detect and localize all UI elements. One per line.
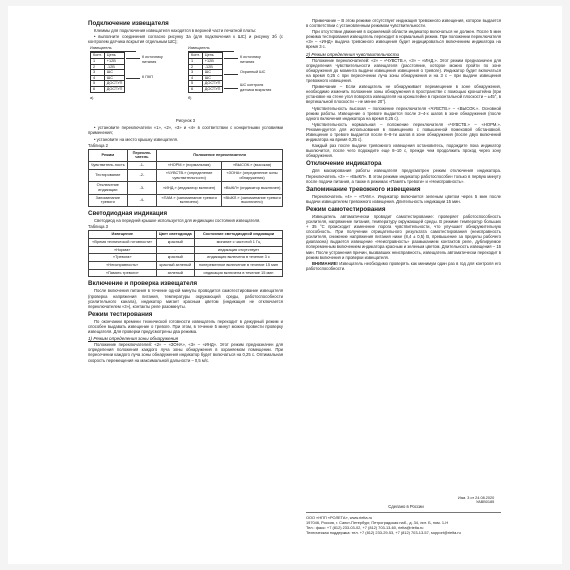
subheading-sensitivity: 2) Режим определения чувствительности [306, 51, 400, 57]
table-cell: «Время технической готовности» [89, 238, 157, 246]
table-cell: «НОРМ.» (нормальная) [157, 162, 222, 170]
terminal-num: 3 [189, 70, 203, 76]
table-cell: - [156, 246, 194, 254]
paragraph: Положение переключателей: «2» – «ЗОНА», «3» – «ИНД». Этот режим предназначен для определения положения каждого луча зоны обнаружения в охраняемом помещении. При пересечении каждого луча зоны обнаружения индикатор будет включаться на 0,25 с. Оптимальная скорость перемещения на максимальной дальности – 0,5 м/с. [88, 342, 283, 363]
table-title: Таблица 2 [88, 142, 108, 148]
wiring-diagrams [88, 46, 283, 116]
terminal-circuit: +12В [202, 58, 223, 64]
table-cell: красный зеленый [156, 262, 194, 270]
wiring-diagram-a [90, 46, 172, 101]
divider [306, 512, 501, 513]
paragraph: • выполните соединения согласно рисунку 3а (для подключения к ШС) и рисунку 3б (с контролем датчика вскрытия отдельным ШС); [88, 34, 283, 45]
terminal-num: 3 [91, 70, 105, 76]
attention-paragraph [306, 261, 501, 271]
terminal-circuit: +12В [104, 58, 125, 64]
table-cell: -1- [127, 162, 157, 170]
table-cell: Чувствитель-ность [89, 162, 128, 170]
table-header: Переклю-чатель [127, 149, 157, 161]
instruction-sheet [8, 6, 562, 564]
terminal-circuit: ДОСТУП [202, 86, 223, 92]
paragraph: Чувствительность нормальная – положение переключателя «ЧУВСТВ.» – «НОРМ.». Рекомендуется для использования в помещениях с повышенной помеховой обстановкой. Извещение о тревоге выдается после 6–8-ти шагов в зоне обнаружения (после двух включений индикатора на время 0,25 с). [306, 121, 501, 143]
table-cell: «Неисправность» [89, 262, 157, 270]
table-cell: -2- [127, 169, 157, 181]
heading-test: Режим тестирования [88, 310, 153, 318]
col-head: Цепь [202, 53, 223, 59]
terminal-num: 1 [91, 58, 105, 64]
terminal-circuit: ШС [104, 70, 125, 76]
wiring-diagram-b [188, 46, 272, 101]
diagram-label: К ПКП [142, 75, 153, 80]
company-line: ООО «НПП «РОЛЕТА», www.rielta.ru [306, 515, 373, 520]
table-cell: «Тревога» [89, 254, 157, 262]
terminal-num: 1 [189, 58, 203, 64]
table-cell: «ВЫКЛ.» (запоминание тревоги выключено) [222, 194, 283, 206]
table-cell: «Норма» [89, 246, 157, 254]
table-header: Режим [89, 149, 128, 161]
table-cell: «ПАМ.» (запоминание тревоги включено) [157, 194, 222, 206]
col-head: Цепь [104, 53, 125, 59]
paragraph: Положение переключателей: «2» – «ЧУВСТВ.», «3» – «ИНД.». Этот режим предназначен для определения чувствительности извещателя (расстояние, которое можно пройти по зоне обнаружения до момента выдачи извещения извещения о тревоге). Индикатор будет включаться на время 0,25 с при пересечении луча зоны обнаружения и на 3 с – при выдаче извещения тревожного извещения. [306, 57, 501, 84]
heading-connection: Подключение извещателя [88, 20, 169, 27]
paragraph: • установите на место крышку извещателя. [94, 136, 179, 142]
terminal-num: 6 [91, 86, 105, 92]
terminal-circuit: -12В [104, 64, 125, 70]
diagram-letter: б) [188, 96, 192, 101]
terminal-num: 2 [189, 64, 203, 70]
paragraph: По окончании времени технической готовности извещатель переходит в дежурный режим и способен выдавать извещение о тревоге. При этом, в течение 5 минут можно провести проверку извещателя. Для проверки предусмотрены два режима. [88, 318, 283, 335]
left-column [88, 18, 283, 364]
version-text: Изм. 3 от 24.08.2020 [458, 496, 495, 500]
wire-line [224, 58, 238, 59]
table-cell: «ЧУВСТВ.» (определение чувствительности) [157, 169, 222, 181]
table-cell: «Память тревоги» [89, 269, 157, 277]
paragraph: При отсутствии движения в охраняемой области индикатор включаться не должен. После 5 мин режима тестирования извещатель переходит в нормальный режим. При положении переключателя «3» – «ИНД» выдача тревожного извещения будет индицироваться включением индикатора на время 3 с. [306, 29, 501, 50]
terminal-num: 5 [91, 81, 105, 87]
wire-line [224, 74, 238, 75]
terminal-num: 6 [189, 86, 203, 92]
terminal-circuit: ДОСТУП [104, 86, 125, 92]
table-row [89, 162, 283, 170]
heading-alarm-memory: Запоминание тревожного извещения [306, 185, 421, 193]
terminal-circuit: ШС [104, 75, 125, 81]
heading-check: Включение и проверка извещателя [88, 280, 198, 288]
terminal-circuit: -12В [202, 64, 223, 70]
subheading-zone: 1) Режим определения зоны обнаружения [88, 336, 179, 342]
table-row [89, 238, 283, 246]
table-cell: -3- [127, 182, 157, 194]
note-paragraph: Примечание – Если извещатель не обнаруживает перемещение в зоне обнаружения, необходимо изменить положение зоны обнаружения в пространстве с помощью кронштейна (при установке на стене угол поворота извещателя на кронштейне в горизонтальной плоскости – ±45°, в вертикальной плоскости – не менее 20°). [306, 84, 501, 105]
made-in-label: Сделано в России [388, 504, 424, 509]
table-row [89, 254, 283, 262]
heading-indicator-off: Отключение индикатора [306, 160, 382, 168]
table-row [89, 246, 283, 254]
heading-led: Светодиодная индикация [88, 210, 168, 218]
table-cell: Запоминание тревоги [89, 194, 128, 206]
wire-line [126, 78, 140, 79]
table-row [89, 262, 283, 270]
figure-caption: Рисунок 3 [175, 118, 196, 124]
terminal-num: 4 [91, 75, 105, 81]
paragraph: Чувствительность высокая – положение переключателя «ЧУВСТВ.» – «ВЫСОК.». Основной режим работы. Извещение о тревоге выдается после 2–4-х шагов в зоне обнаружения (после одного включения индикатора на время 0,25 с). [306, 105, 501, 121]
table-cell: Тестирование [89, 169, 128, 181]
paragraph: Для маскирования работы извещателя предусмотрен режим отключения индикатора. Переключатель «3» – «ВЫКЛ». В этом режиме индикатор работоспособен только в первую минуту после подачи питания, а также в режимах «Память тревоги» и «Неисправность». [306, 168, 501, 184]
paragraph: Каждый раз после выдачи тревожного извещения остановитесь, подождите пока индикатор выключится, после чего подождите еще 8–10 с, прежде чем продолжить проход через зону обнаружения. [306, 143, 501, 159]
table-cell: «ИНД.» (индикатор включен) [157, 182, 222, 194]
paragraph: После включения питания в течение одной минуты проводится самотестирование извещателя (проверка напряжения питания, температуры окружающей среды, работоспособности усилительного канала), индикатор мигает красным цветом (индикация не отключается переключателем «3»), контакты реле разомкнуты. [88, 288, 283, 309]
table-cell: «ВЫСОК.» (высокая) [222, 162, 283, 170]
right-column [306, 18, 501, 272]
terminal-num: 2 [91, 64, 105, 70]
table-cell: индикация отсутствует [194, 246, 282, 254]
wire-line [224, 88, 238, 89]
document-code: УАВВ0185 [475, 500, 495, 505]
company-info [306, 516, 506, 536]
terminal-circuit: ШС [202, 70, 223, 76]
table-cell: красный [156, 254, 194, 262]
terminal-circuit: ДОСТУП [202, 81, 223, 87]
table-cell: индикация включена в течение 3 с [194, 254, 282, 262]
wire-line [126, 58, 140, 59]
address-line: 197046, Россия, г. Санкт-Петербург, Петроградская наб., д. 34, лит. Б, пом. 1-Н [306, 519, 449, 525]
terminal-circuit: ШС [202, 75, 223, 81]
heading-self-test: Режим самотестирования [306, 205, 386, 213]
attention-text: Извещатель необходимо проверять как минимум один раз в год для контроля его работоспособности. [306, 260, 501, 271]
paragraph: Переключатель «4» – «ПАМ.». Индикатор включается зеленым цветом через 5 мин после выдачи извещателем тревожного извещения. Длительность индикации 15 мин. [306, 193, 501, 204]
support-line: Техническая поддержка: тел. +7 (812) 233-29-53, +7 (812) 703-13-57, support@rielta.ru [306, 529, 461, 535]
phone-line: Тел.: факс: +7 (812) 233-03-02, +7 (812) 703-13-60, rielta@rielta.ru [306, 524, 424, 530]
table-cell: -4- [127, 194, 157, 206]
diagram-label: Охранный ШС [240, 70, 266, 75]
col-head: Конт. [189, 53, 203, 59]
table-cell: попеременное включение в течение 15 мин [194, 262, 282, 270]
table-row [89, 169, 283, 181]
paragraph: Светодиод на передней крышке используется для индикации состояния извещателя. [94, 218, 261, 224]
terminal-num: 5 [189, 81, 203, 87]
table-cell: «ЗОНА» (определение зоны обнаружения) [222, 169, 283, 181]
note-paragraph: Примечание – В этом режиме отсутствует индикация тревожного извещения, которое выдается в соответствии с установленным режимом чувствительности. [306, 18, 501, 29]
table-row [89, 194, 283, 206]
table-cell: индикация включена в течение 15 мин [194, 269, 282, 277]
table-cell: «ВЫКЛ» (индикатор выключен) [222, 182, 283, 194]
diagram-label: ШС контроля датчика вскрытия [240, 83, 272, 93]
switch-table [88, 149, 283, 207]
diagram-letter: а) [90, 96, 94, 101]
table-header: Извещение [89, 231, 157, 239]
table-cell: мигание с частотой 1 Гц [194, 238, 282, 246]
diagram-label: К источнику питания [142, 55, 163, 65]
paragraph: Извещатель автоматически проводит самотестирование: проверяет работоспособность усилителя, напряжение питания, температуру окружающей среды. В режиме температур больших + 35 °С происходит изменение порога чувствительности, что улучшает обнаружительную способность. При получении отрицательного результата самотестирования (неисправность усилителя, снижение напряжения питания ниже (8,4 ± 0,5) В, превышение за пределы рабочего диапазона) выдается извещение «Неисправность» размыканием контактов реле, дублируемое попеременным включением индикатора красным и зеленым цветом. Длительность извещения – 15 мин. После устранения причин, вызвавших неисправность, извещатель автоматически переходит в режим включения и проверки извещателя. [306, 213, 501, 260]
table-header: Состояние светодиодной индикации [194, 231, 282, 239]
col-head: Конт. [91, 53, 105, 59]
led-table [88, 230, 283, 277]
table-cell: красный [156, 238, 194, 246]
attention-label: ВНИМАНИЕ! [312, 260, 338, 266]
table-row [89, 269, 283, 277]
diagram-label: К источнику питания [240, 55, 261, 65]
diagram-header: Извещатель [90, 46, 136, 52]
table-title: Таблица 3 [88, 224, 108, 230]
table-header: Положение переключателя [157, 149, 283, 161]
table-cell: зеленый [156, 269, 194, 277]
terminal-circuit: ДОСТУП [104, 81, 125, 87]
table-header: Цвет светодиода [156, 231, 194, 239]
paragraph: Клеммы для подключения извещателя находятся в верхней части печатной платы: [94, 28, 257, 33]
terminal-num: 4 [189, 75, 203, 81]
table-cell: Отключение индикации [89, 182, 128, 194]
terminal-table-a [90, 52, 125, 92]
diagram-header: Извещатель [188, 46, 234, 52]
paragraph: • установите переключатели «1», «2», «3» и «4» в соответствии с конкретными условиями применения; [88, 125, 283, 136]
terminal-table-b [188, 52, 223, 92]
table-row [89, 182, 283, 194]
